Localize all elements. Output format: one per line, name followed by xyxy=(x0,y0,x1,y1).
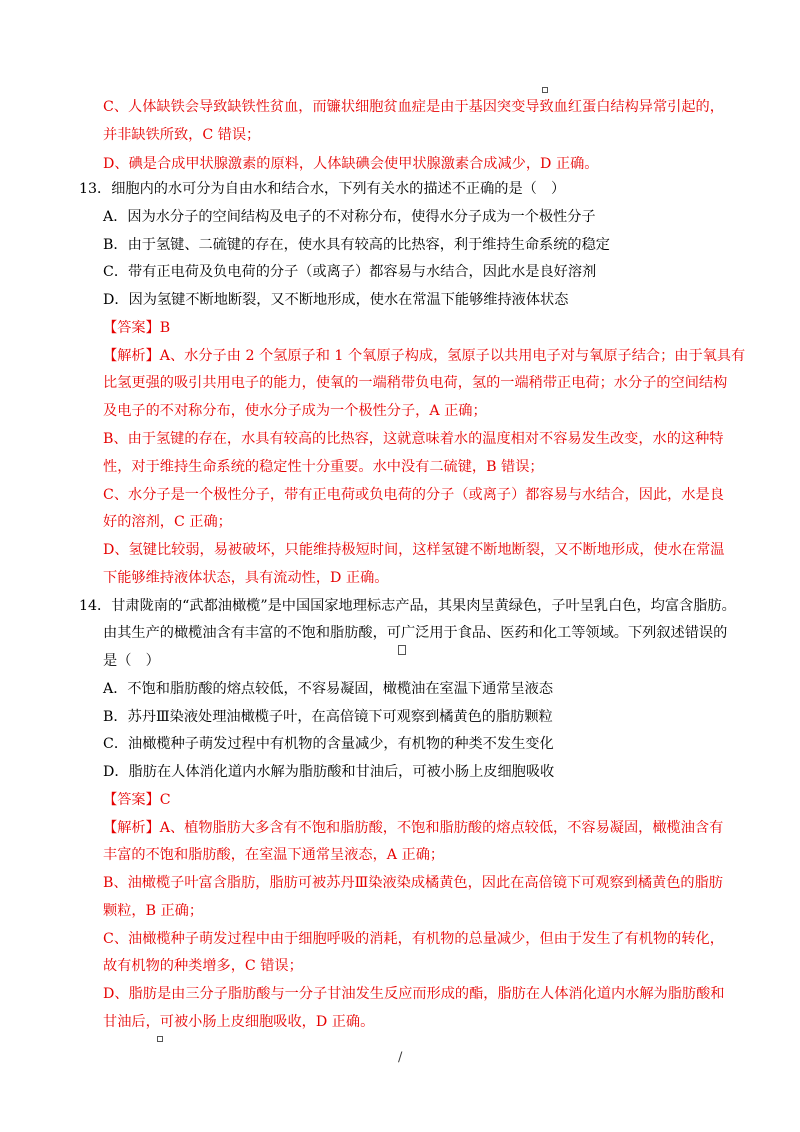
q13-explanation-line-9: 下能够维持液体状态，具有流动性，D 正确。 xyxy=(103,570,389,586)
scan-mark-top xyxy=(542,87,548,93)
q12-explain-c-line-2: 并非缺铁所致，C 错误； xyxy=(103,127,261,143)
q12-explain-c-line-1: C、人体缺铁会导致缺铁性贫血，而镰状细胞贫血症是由于基因突变导致血红蛋白结构异常引起的， xyxy=(103,99,724,115)
q14-explanation-line-6: 故有机物的种类增多，C 错误； xyxy=(103,958,303,974)
q13-explanation-line-4: B、由于氢键的存在，水具有较高的比热容，这就意味着水的温度相对不容易发生改变，水的这种特 xyxy=(103,431,724,447)
q14-stem-line-3: 是（ ） xyxy=(103,653,160,669)
q13-explanation-line-8: D、氢键比较弱，易被破坏，只能维持极短时间，这样氢键不断地断裂，又不断地形成，使水在常温 xyxy=(103,542,725,558)
q14-explanation-line-5: C、油橄榄种子萌发过程中由于细胞呼吸的消耗，有机物的总量减少，但由于发生了有机物的转化， xyxy=(103,931,724,947)
q14-option-a: A．不饱和脂肪酸的熔点较低，不容易凝固，橄榄油在室温下通常呈液态 xyxy=(103,681,554,697)
q14-explanation-line-2: 丰富的不饱和脂肪酸，在室温下通常呈液态，A 正确； xyxy=(103,847,445,863)
scan-mark-bottom xyxy=(157,1036,163,1042)
q14-option-d: D．脂肪在人体消化道内水解为脂肪酸和甘油后，可被小肠上皮细胞吸收 xyxy=(103,764,555,780)
q13-answer: 【答案】B xyxy=(103,320,171,336)
q13-option-c: C．带有正电荷及负电荷的分子（或离子）都容易与水结合，因此水是良好溶剂 xyxy=(103,264,597,280)
q13-explanation-line-7: 好的溶剂，C 正确； xyxy=(103,514,232,530)
q13-explanation-line-3: 及电子的不对称分布，使水分子成为一个极性分子，A 正确； xyxy=(103,403,487,419)
q13-explanation-line-6: C、水分子是一个极性分子，带有正电荷或负电荷的分子（或离子）都容易与水结合，因此，水是良 xyxy=(103,487,724,503)
q13-stem: 13．细胞内的水可分为自由水和结合水，下列有关水的描述不正确的是（ ） xyxy=(79,181,566,197)
q14-explanation-line-3: B、油橄榄子叶富含脂肪，脂肪可被苏丹Ⅲ染液染成橘黄色，因此在高倍镜下可观察到橘黄色的脂肪 xyxy=(103,875,723,891)
q14-explanation-line-4: 颗粒，B 正确； xyxy=(103,903,204,919)
q13-option-a: A．因为水分子的空间结构及电子的不对称分布，使得水分子成为一个极性分子 xyxy=(103,209,596,225)
q14-explanation-line-1: 【解析】A、植物脂肪大多含有不饱和脂肪酸，不饱和脂肪酸的熔点较低，不容易凝固，橄榄油含有 xyxy=(103,820,724,836)
q14-stem-line-2: 由其生产的橄榄油含有丰富的不饱和脂肪酸，可广泛用于食品、医药和化工等领域。下列叙述错误的 xyxy=(103,625,728,641)
q12-explain-d: D、碘是合成甲状腺激素的原料，人体缺碘会使甲状腺激素合成减少，D 正确。 xyxy=(103,156,599,172)
q14-option-c: C．油橄榄种子萌发过程中有机物的含量减少，有机物的种类不发生变化 xyxy=(103,736,554,752)
q13-option-d: D．因为氢键不断地断裂，又不断地形成，使水在常温下能够维持液体状态 xyxy=(103,292,569,308)
q13-explanation-line-2: 比氢更强的吸引共用电子的能力，使氧的一端稍带负电荷，氢的一端稍带正电荷；水分子的空间结构 xyxy=(103,375,728,391)
q14-stem-line-1: 14．甘肃陇南的“武都油橄榄”是中国国家地理标志产品，其果肉呈黄绿色，子叶呈乳白色，均富含脂肪。 xyxy=(79,598,736,614)
q14-explanation-line-8: 甘油后，可被小肠上皮细胞吸收，D 正确。 xyxy=(103,1014,375,1030)
q14-option-b: B．苏丹Ⅲ染液处理油橄榄子叶，在高倍镜下可观察到橘黄色的脂肪颗粒 xyxy=(103,709,553,725)
q13-explanation-line-1: 【解析】A、水分子由 2 个氢原子和 1 个氧原子构成，氢原子以共用电子对与氧原子结合；由于氧具有 xyxy=(103,348,746,364)
q14-explanation-line-7: D、脂肪是由三分子脂肪酸与一分子甘油发生反应而形成的酯，脂肪在人体消化道内水解为脂肪酸和 xyxy=(103,986,725,1002)
q13-option-b: B．由于氢键、二硫键的存在，使水具有较高的比热容，利于维持生命系统的稳定 xyxy=(103,237,610,253)
q14-answer: 【答案】C xyxy=(103,792,171,808)
page-footer-marker: / xyxy=(398,1050,403,1065)
q13-explanation-line-5: 性，对于维持生命系统的稳定性十分重要。水中没有二硫键，B 错误； xyxy=(103,459,544,475)
scan-mark-middle xyxy=(398,645,406,655)
